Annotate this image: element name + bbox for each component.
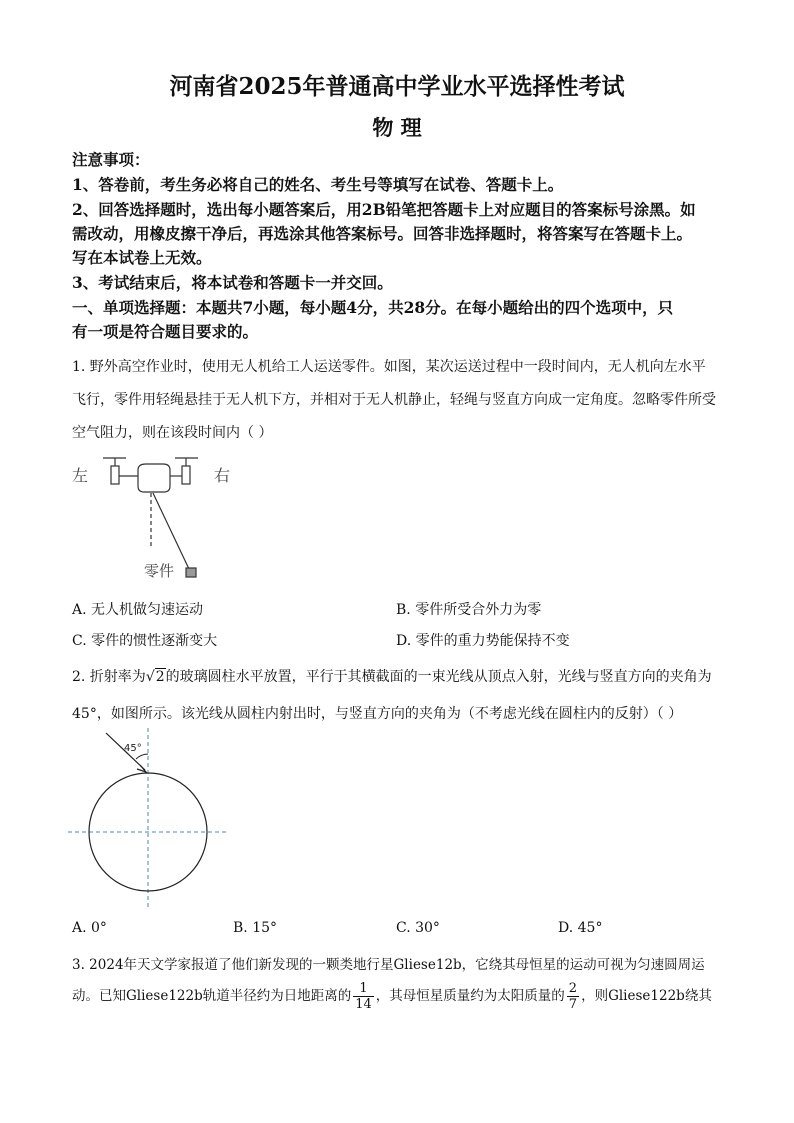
q3-line2-part-b: ，其母恒星质量约为太阳质量的 (375, 988, 565, 1004)
q1-line2: 飞行，零件用轻绳悬挂于无人机下方，并相对于无人机静止，轻绳与竖直方向成一定角度。忽略零件所受 (72, 392, 716, 408)
q2-line1-part-a: 2. 折射率为 (72, 669, 146, 685)
section1-line1: 一、单项选择题：本题共7小题，每小题4分，共28分。在每小题给出的四个选项中，只 (72, 298, 674, 317)
q1-part-label: 零件 (144, 562, 175, 580)
q1-line3: 空气阻力，则在该段时间内（ ） (72, 425, 273, 441)
fraction-numerator: 1 (353, 981, 374, 997)
q2-option-b[interactable]: B. 15° (233, 920, 278, 936)
fraction-denominator: 14 (355, 997, 372, 1012)
fraction-one-fourteenth (353, 981, 374, 1012)
q2-line2: 45°，如图所示。该光线从圆柱内射出时，与竖直方向的夹角为（不考虑光线在圆柱内的反射）（ ） (72, 706, 683, 722)
q1-line1 (72, 356, 706, 376)
q1-drone-figure (60, 452, 260, 587)
q2-option-d[interactable]: D. 45° (558, 920, 603, 936)
q2-option-c[interactable]: C. 30° (396, 920, 440, 936)
note-item-1: 1、答卷前，考生务必将自己的姓名、考生号等填写在试卷、答题卡上。 (72, 175, 564, 194)
q2-angle-label: 45° (124, 743, 142, 754)
q3-line2 (72, 980, 712, 1012)
fraction-denominator: 7 (568, 997, 578, 1012)
q1-option-d[interactable]: D. 零件的重力势能保持不变 (396, 633, 570, 649)
q1-line1-part-a: 1. 野外高空作业时，使用无人机给工人运送零件。如图，某次运送过程中 (72, 359, 524, 375)
subject-title: 物 理 (372, 115, 422, 140)
fraction-numerator: 2 (568, 981, 578, 996)
q1-option-a[interactable]: A. 无人机做匀速运动 (72, 602, 204, 618)
q2-line1-part-b: 的玻璃圆柱水平放置，平行于其横截面的一束光线从顶点入射，光线与竖直方向的夹角为 (165, 669, 712, 685)
q3-line1: 3. 2024年天文学家报道了他们新发现的一颗类地行星Gliese12b，它绕其母恒星的运动可视为匀速圆周运 (72, 957, 705, 973)
note-item-3: 3、考试结束后，将本试卷和答题卡一并交回。 (72, 273, 393, 292)
q1-right-label: 右 (214, 466, 231, 485)
q1-option-c[interactable]: C. 零件的惯性逐渐变大 (72, 633, 218, 649)
q1-line1-part-b: 一段时间内，无人机向左水平 (523, 359, 706, 375)
q2-cylinder-figure (68, 728, 233, 908)
note-item-2-line1: 2、回答选择题时，选出每小题答案后，用2B铅笔把答题卡上对应题目的答案标号涂黑。如 (72, 200, 696, 219)
sqrt-symbol: √2 (145, 669, 165, 685)
q1-option-b[interactable]: B. 零件所受合外力为零 (396, 602, 542, 618)
sqrt-radicand: 2 (155, 669, 165, 685)
note-item-2-line3: 写在本试卷上无效。 (72, 248, 212, 267)
q3-line2-part-c: ，则Gliese122b绕其 (581, 988, 712, 1004)
q2-line1 (72, 666, 712, 686)
section1-line2: 有一项是符合题目要求的。 (72, 322, 259, 341)
exam-title: 河南省2025年普通高中学业水平选择性考试 (169, 73, 625, 100)
notes-heading: 注意事项： (72, 150, 150, 169)
q2-option-a[interactable]: A. 0° (72, 920, 107, 936)
fraction-two-sevenths (567, 981, 579, 1012)
q1-left-label: 左 (72, 466, 89, 485)
note-item-2-line2: 需改动，用橡皮擦干净后，再选涂其他答案标号。回答非选择题时，将答案写在答题卡上。 (72, 224, 693, 243)
q3-line2-part-a: 动。已知Gliese122b轨道半径约为日地距离的 (72, 988, 352, 1004)
